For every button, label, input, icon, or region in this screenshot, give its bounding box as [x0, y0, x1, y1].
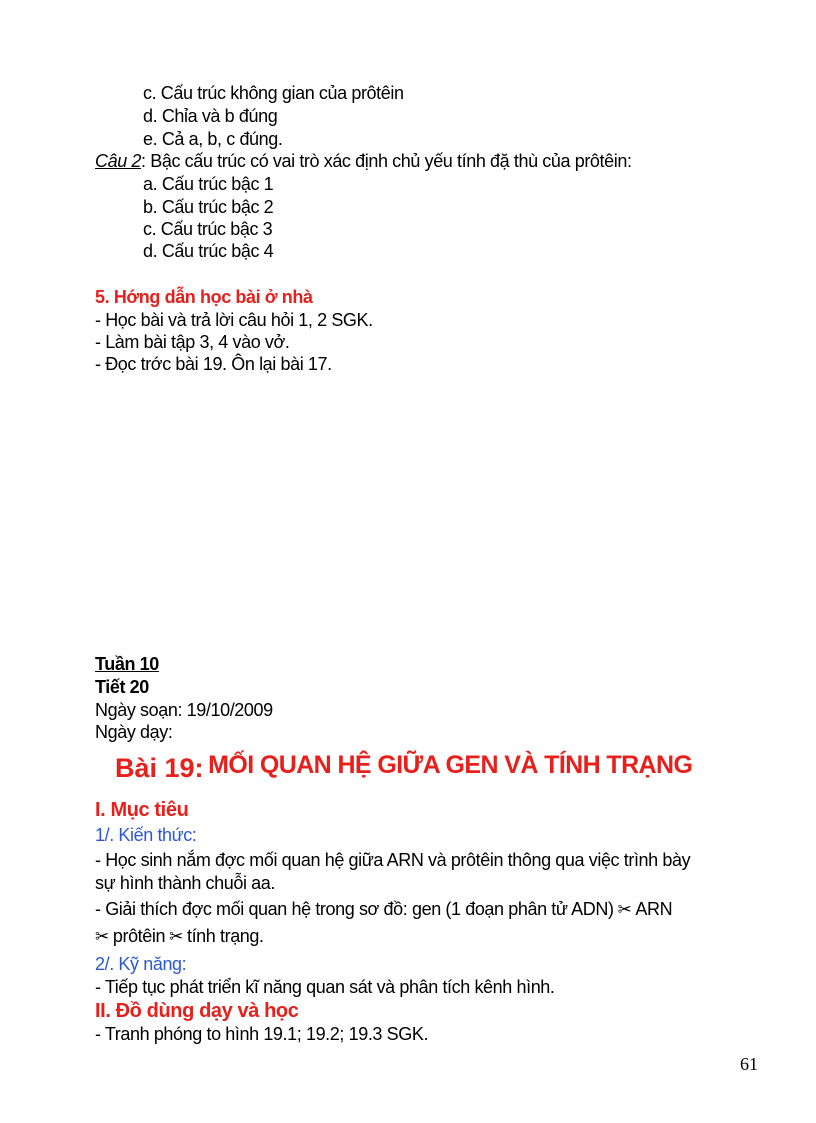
objectives-heading: I. Mục tiêu — [95, 799, 189, 821]
period-label: Tiết 20 — [95, 677, 149, 697]
knowledge-line-2: sự hình thành chuỗi aa. — [95, 873, 275, 893]
materials-heading: II. Đồ dùng dạy và học — [95, 1000, 299, 1022]
teach-date: Ngày dạy: — [95, 722, 173, 742]
knowledge-line-4 — [95, 925, 264, 948]
scissors-icon: ✂ — [617, 900, 632, 919]
homework-item-2: - Làm bài tập 3, 4 vào vở. — [95, 332, 290, 352]
q2-option-c: c. Cấu trúc bậc 3 — [143, 219, 273, 239]
lesson-title-text: MỐI QUAN HỆ GIỮA GEN VÀ TÍNH TRẠNG — [208, 751, 693, 779]
homework-heading: 5. Hớng dẫn học bài ở nhà — [95, 287, 313, 307]
q1-option-e: e. Cả a, b, c đúng. — [143, 129, 283, 149]
q1-option-d: d. Chỉa và b đúng — [143, 106, 278, 126]
homework-item-3: - Đọc trớc bài 19. Ôn lại bài 17. — [95, 354, 332, 374]
week-label: Tuần 10 — [95, 654, 159, 674]
knowledge-line-3 — [95, 898, 672, 921]
question-2-label: Câu 2 — [95, 151, 142, 171]
q2-option-b: b. Cấu trúc bậc 2 — [143, 197, 274, 217]
scissors-icon: ✂ — [169, 927, 183, 946]
knowledge-line-3-end: ARN — [635, 899, 673, 919]
q1-option-c: c. Cấu trúc không gian của prôtêin — [143, 83, 404, 103]
question-2 — [95, 150, 632, 172]
lesson-title-number: Bài 19: — [115, 753, 204, 783]
knowledge-label: 1/. Kiến thức: — [95, 825, 197, 845]
q2-option-a: a. Cấu trúc bậc 1 — [143, 174, 274, 194]
knowledge-line-1: - Học sinh nắm đợc mối quan hệ giữa ARN và prôtêin thông qua việc trình bày — [95, 850, 691, 870]
question-2-text: : Bậc cấu trúc có vai trò xác định chủ yếu tính đặ thù của prôtêin: — [141, 151, 632, 171]
skills-label: 2/. Kỹ năng: — [95, 954, 187, 974]
knowledge-line-4-trait: tính trạng. — [186, 926, 264, 946]
page-number: 61 — [740, 1054, 758, 1074]
prep-date: Ngày soạn: 19/10/2009 — [95, 700, 273, 720]
lesson-title — [115, 749, 692, 787]
knowledge-line-4-protein: prôtêin — [112, 926, 166, 946]
homework-item-1: - Học bài và trả lời câu hỏi 1, 2 SGK. — [95, 310, 373, 330]
materials-line-1: - Tranh phóng to hình 19.1; 19.2; 19.3 SGK. — [95, 1024, 429, 1044]
knowledge-line-3-text: - Giải thích đợc mối quan hệ trong sơ đồ: gen (1 đoạn phân tử ADN) — [95, 899, 614, 919]
scissors-icon: ✂ — [95, 927, 109, 946]
skills-line-1: - Tiếp tục phát triển kĩ năng quan sát và phân tích kênh hình. — [95, 977, 555, 997]
q2-option-d: d. Cấu trúc bậc 4 — [143, 241, 274, 261]
